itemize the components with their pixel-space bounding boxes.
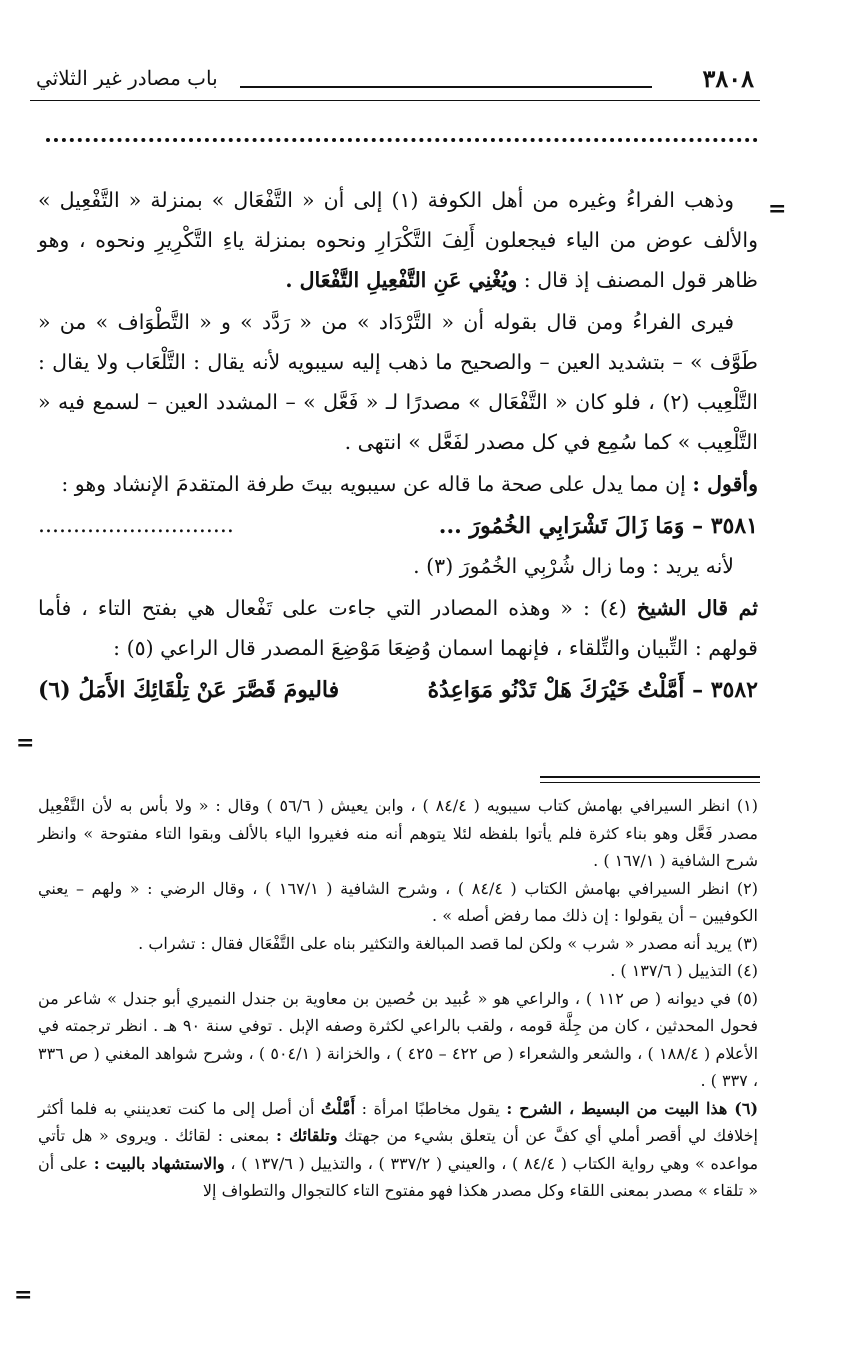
paragraph-5-text: (٤) : « وهذه المصادر التي جاءت على تَفْعال هي بفتح التاء ، فأما قولهم : التِّبيان والتِّلقاء ، فإنهما اسمان وُضِعَا مَوْضِعَ المصدر قال الراعي (٥) : xyxy=(38,596,758,660)
footnotes xyxy=(38,792,758,1205)
footnote-6-part-b: أن أصل إلى ما كنت تعدينني به فلما أكثر إخلافك لي أقصر أملي أي كفَّ عن أن يتعلق بشيء من جهتك xyxy=(38,1098,758,1145)
verse-3582 xyxy=(38,670,758,710)
footnote-6-term-1: أَمَّلْتُ xyxy=(321,1098,356,1118)
footnote-6-part-c: بمعنى : لقائك . ويروى « هل تأتي مواعده » وهي رواية الكتاب ( ٨٤/٤ ) ، والعيني ( ٣٣٧/٢ ) ، والتذييل ( ١٣٧/٦ ) ، xyxy=(38,1126,759,1173)
footnote-4: (٤) التذييل ( ١٣٧/٦ ) . xyxy=(610,961,758,980)
footnote-5: (٥) في ديوانه ( ص ١١٢ ) ، والراعي هو « عُبيد بن حُصين بن معاوية بن جندل النميري أبو جندل » شاعر من فحول المحدثين ، كان من جِلَّة قومه ، ولقب بالراعي لكثرة وصفه الإبل . توفي سنة ٩٠ هـ . انظر ترجمته في الأعلام ( ١٨٨/٤ ) ، والشعر والشعراء ( ص ٤٢٢ – ٤٢٥ ) ، والخزانة ( ٥٠٤/١ ) ، وشرح شواهد المغني ( ص ٣٣٦ ، ٣٣٧ ) . xyxy=(38,988,759,1090)
paragraph-1 xyxy=(38,180,758,300)
footnote-1: (١) انظر السيرافي بهامش كتاب سيبويه ( ٨٤/٤ ) ، وابن يعيش ( ٥٦/٦ ) وقال : « ولا بأس به لأن التَّفْعِيل مصدر فَعَّل وهو بناء كثرة فلم يأتوا بلفظه لئلا يتوهم أنه منه فغيروا الياء بالألف وبقوا التاء مفتوحة » وانظر شرح الشافية ( ١٦٧/١ ) . xyxy=(38,796,759,870)
paragraph-4: لأنه يريد : وما زال شُرْبِي الخُمُورَ (٣) . xyxy=(413,554,734,578)
continuation-mark-top: = xyxy=(768,196,787,222)
footnote-6-part-d: على أن « تلقاء » مصدر بمعنى اللقاء وكل مصدر هكذا فهو مفتوح التاء كالتجوال والتطواف إلا xyxy=(38,1153,758,1200)
footnote-3: (٣) يريد أنه مصدر « شرب » ولكن لما قصد المبالغة والتكثير بناه على التَّفْعَال فقال : تشراب . xyxy=(138,933,758,953)
footnote-rule-thin xyxy=(540,782,760,783)
verse-3582-first-hemistich: ٣٥٨٢ – أَمَّلْتُ خَيْرَكَ هَلْ تَدْنُو مَوَاعِدُهُ xyxy=(427,677,758,703)
footnote-6-part-a: يقول مخاطبًا امرأة : xyxy=(361,1098,500,1118)
header-underline xyxy=(30,100,760,101)
dotted-separator xyxy=(46,138,758,142)
paragraph-3-text: إن مما يدل على صحة ما قاله عن سيبويه بيتَ طرفة المتقدمَ الإنشاد وهو : xyxy=(61,472,686,496)
paragraph-3-lead: وأقول : xyxy=(692,472,758,496)
footnote-2: (٢) انظر السيرافي بهامش الكتاب ( ٨٤/٤ ) ، وشرح الشافية ( ١٦٧/١ ) ، وقال الرضي : « ولهم – يعني الكوفيين – أن يقولوا : إن ذلك مما رفض أصله » . xyxy=(38,878,759,925)
quoted-rule: ويُغْنِي عَنِ التَّفْعِيلِ التَّفْعَال . xyxy=(285,268,518,292)
footnote-rule xyxy=(540,776,760,778)
continuation-mark-bottom: = xyxy=(14,1282,33,1308)
verse-3581 xyxy=(38,506,758,546)
footnote-6-term-2: وتلقائك : xyxy=(276,1126,338,1145)
paragraph-5-lead: ثم قال الشيخ xyxy=(636,596,758,620)
page-number: ٣٨٠٨ xyxy=(702,64,754,93)
main-text xyxy=(38,180,758,710)
paragraph-5 xyxy=(38,588,758,668)
verse-3582-second-hemistich: فاليومَ قَصَّرَ عَنْ تِلْقَائِكَ الأَمَلُ (٦) xyxy=(38,677,340,703)
paragraph-3 xyxy=(38,464,758,504)
paragraph-2: فيرى الفراءُ ومن قال بقوله أن « التَّرْدَاد » من « رَدَّد » و « التَّطْوَاف » من « طَوَّف » – بتشديد العين – والصحيح ما ذهب إليه سيبويه لأنه يقال : التَّلْعَاب ولا يقال : التَّلْعِيب (٢) ، فلو كان « التَّفْعَال » مصدرًا لـ « فَعَّل » – المشدد العين – لسمع فيه « التَّلْعِيب » كما سُمِع في كل مصدر لفَعَّل » انتهى . xyxy=(38,310,758,454)
footnote-6-lead: (٦) هذا البيت من البسيط ، الشرح : xyxy=(506,1098,759,1118)
chapter-title: باب مصادر غير الثلاثي xyxy=(36,66,218,90)
footnote-6 xyxy=(38,1095,758,1205)
continuation-mark-middle: = xyxy=(16,730,35,756)
verse-3581-dots: ............................ xyxy=(38,513,234,538)
header-dash-rule xyxy=(240,86,652,88)
running-header xyxy=(30,58,760,102)
footnote-6-term-3: والاستشهاد بالبيت : xyxy=(93,1153,225,1173)
paragraph-1-text: وذهب الفراءُ وغيره من أهل الكوفة (١) إلى أن « التَّفْعَال » بمنزلة « التَّفْعِيل » والألف عوض من الياء فيجعلون أَلِفَ التَّكْرَارِ ونحوه بمنزلة ياءِ التَّكْرِيرِ ونحوه ، وهو ظاهر قول المصنف إذ قال : xyxy=(38,188,758,292)
verse-3581-text: ٣٥٨١ – وَمَا زَالَ تَشْرَابِي الخُمُورَ ... xyxy=(438,513,758,539)
